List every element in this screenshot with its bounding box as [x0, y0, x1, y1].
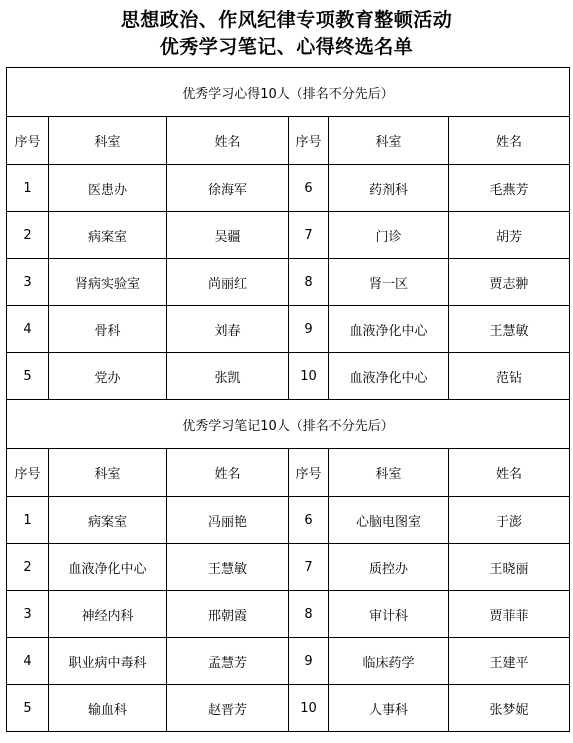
title-line-1: 思想政治、作风纪律专项教育整顿活动 — [120, 8, 453, 31]
row-number: 7 — [289, 212, 329, 259]
department-cell: 医患办 — [49, 165, 167, 212]
column-header-row — [7, 449, 570, 497]
table-row — [7, 685, 570, 732]
row-number: 1 — [7, 497, 49, 544]
name-cell: 贾菲菲 — [449, 591, 570, 638]
column-header-dept: 科室 — [329, 449, 449, 497]
row-number: 2 — [7, 212, 49, 259]
column-header-dept: 科室 — [49, 449, 167, 497]
department-cell: 临床药学 — [329, 638, 449, 685]
department-cell: 人事科 — [329, 685, 449, 732]
name-cell: 张凯 — [167, 353, 289, 400]
column-header-no: 序号 — [289, 449, 329, 497]
column-header-no: 序号 — [7, 449, 49, 497]
column-header-dept: 科室 — [49, 117, 167, 165]
row-number: 10 — [289, 353, 329, 400]
department-cell: 输血科 — [49, 685, 167, 732]
name-cell: 冯丽艳 — [167, 497, 289, 544]
table-row — [7, 212, 570, 259]
name-cell: 王慧敏 — [449, 306, 570, 353]
section-heading-row — [7, 68, 570, 117]
department-cell: 职业病中毒科 — [49, 638, 167, 685]
department-cell: 肾病实验室 — [49, 259, 167, 306]
row-number: 2 — [7, 544, 49, 591]
name-cell: 张梦妮 — [449, 685, 570, 732]
section-heading: 优秀学习笔记10人（排名不分先后） — [7, 400, 570, 449]
row-number: 4 — [7, 638, 49, 685]
department-cell: 门诊 — [329, 212, 449, 259]
section-heading: 优秀学习心得10人（排名不分先后） — [7, 68, 570, 117]
name-cell: 邢朝霞 — [167, 591, 289, 638]
table-row — [7, 544, 570, 591]
row-number: 5 — [7, 685, 49, 732]
department-cell: 血液净化中心 — [329, 353, 449, 400]
name-cell: 赵晋芳 — [167, 685, 289, 732]
row-number: 7 — [289, 544, 329, 591]
name-cell: 孟慧芳 — [167, 638, 289, 685]
row-number: 6 — [289, 497, 329, 544]
department-cell: 病案室 — [49, 497, 167, 544]
column-header-name: 姓名 — [167, 449, 289, 497]
department-cell: 心脑电图室 — [329, 497, 449, 544]
department-cell: 药剂科 — [329, 165, 449, 212]
name-cell: 刘春 — [167, 306, 289, 353]
column-header-no: 序号 — [7, 117, 49, 165]
table-row — [7, 165, 570, 212]
table-row — [7, 591, 570, 638]
column-header-no: 序号 — [289, 117, 329, 165]
name-cell: 王建平 — [449, 638, 570, 685]
table-row — [7, 259, 570, 306]
name-cell: 王慧敏 — [167, 544, 289, 591]
department-cell: 肾一区 — [329, 259, 449, 306]
column-header-dept: 科室 — [329, 117, 449, 165]
department-cell: 质控办 — [329, 544, 449, 591]
name-cell: 范钻 — [449, 353, 570, 400]
name-cell: 徐海军 — [167, 165, 289, 212]
department-cell: 神经内科 — [49, 591, 167, 638]
row-number: 5 — [7, 353, 49, 400]
column-header-row — [7, 117, 570, 165]
name-cell: 于澎 — [449, 497, 570, 544]
department-cell: 审计科 — [329, 591, 449, 638]
name-cell: 毛燕芳 — [449, 165, 570, 212]
nominee-table — [6, 67, 570, 732]
name-cell: 贾志翀 — [449, 259, 570, 306]
department-cell: 血液净化中心 — [49, 544, 167, 591]
row-number: 6 — [289, 165, 329, 212]
name-cell: 王晓丽 — [449, 544, 570, 591]
name-cell: 吴疆 — [167, 212, 289, 259]
row-number: 8 — [289, 591, 329, 638]
department-cell: 血液净化中心 — [329, 306, 449, 353]
row-number: 8 — [289, 259, 329, 306]
document-title — [0, 0, 573, 67]
department-cell: 病案室 — [49, 212, 167, 259]
row-number: 3 — [7, 259, 49, 306]
column-header-name: 姓名 — [167, 117, 289, 165]
table-row — [7, 353, 570, 400]
row-number: 3 — [7, 591, 49, 638]
table-row — [7, 306, 570, 353]
title-line-2: 优秀学习笔记、心得终选名单 — [159, 35, 414, 58]
column-header-name: 姓名 — [449, 449, 570, 497]
row-number: 9 — [289, 306, 329, 353]
name-cell: 胡芳 — [449, 212, 570, 259]
row-number: 10 — [289, 685, 329, 732]
row-number: 1 — [7, 165, 49, 212]
section-heading-row — [7, 400, 570, 449]
row-number: 9 — [289, 638, 329, 685]
table-row — [7, 497, 570, 544]
name-cell: 尚丽红 — [167, 259, 289, 306]
table-row — [7, 638, 570, 685]
department-cell: 党办 — [49, 353, 167, 400]
row-number: 4 — [7, 306, 49, 353]
department-cell: 骨科 — [49, 306, 167, 353]
column-header-name: 姓名 — [449, 117, 570, 165]
